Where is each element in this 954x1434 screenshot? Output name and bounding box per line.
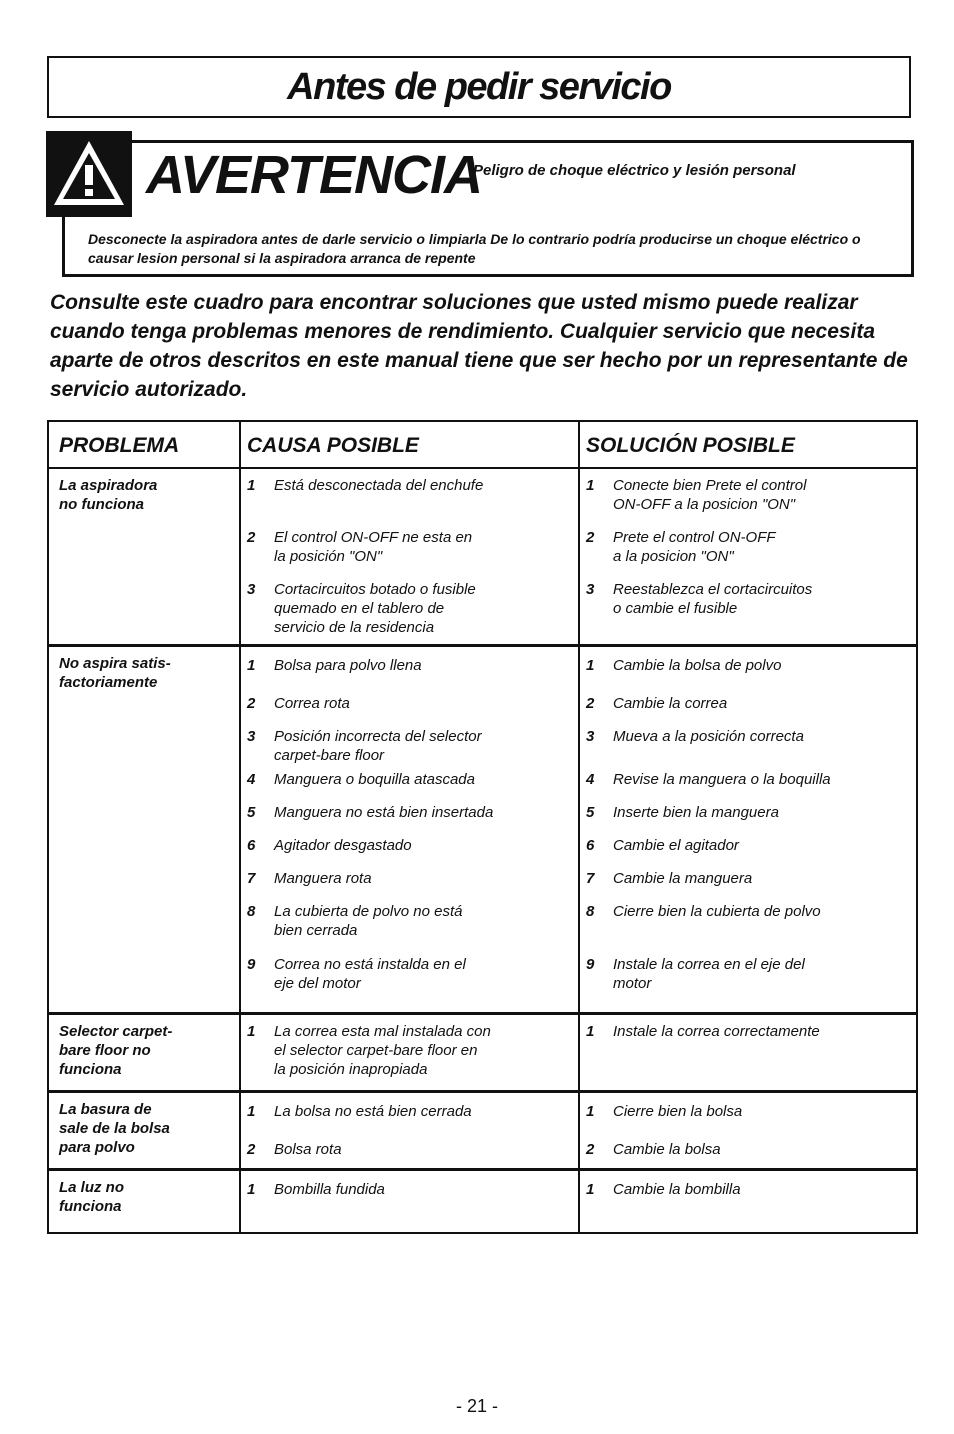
solution-text: Cambie el agitador <box>613 837 739 854</box>
page-title: Antes de pedir servicio <box>287 66 671 108</box>
item-number: 1 <box>586 1103 595 1120</box>
row-divider <box>49 1168 916 1171</box>
problem-cell: Selector carpet- bare floor no funciona <box>59 1023 173 1078</box>
item-number: 3 <box>586 581 595 598</box>
solution-text: Cambie la manguera <box>613 870 753 887</box>
cause-text: Bombilla fundida <box>274 1181 385 1198</box>
header-divider <box>49 467 916 469</box>
item-number: 5 <box>586 804 595 821</box>
header-causa: CAUSA POSIBLE <box>247 434 419 457</box>
solution-text: Inserte bien la manguera <box>613 804 779 821</box>
item-number: 6 <box>586 837 595 854</box>
warning-subtitle: Peligro de choque eléctrico y lesión personal <box>473 162 796 179</box>
cause-text: Cortacircuitos botado o fusible quemado en el tablero de servicio de la residencia <box>274 581 476 636</box>
solution-text: Cierre bien la bolsa <box>613 1103 743 1120</box>
cause-text: La cubierta de polvo no está bien cerrada <box>274 903 463 939</box>
item-number: 8 <box>586 903 595 920</box>
row-divider <box>49 1012 916 1015</box>
item-number: 1 <box>586 657 595 674</box>
solution-text: Cierre bien la cubierta de polvo <box>613 903 821 920</box>
item-number: 5 <box>247 804 256 821</box>
item-number: 1 <box>247 477 256 494</box>
item-number: 2 <box>247 1141 256 1158</box>
troubleshooting-table <box>47 420 918 1234</box>
item-number: 4 <box>586 771 595 788</box>
cause-text: El control ON-OFF ne esta en la posición "ON" <box>274 529 473 565</box>
solution-text: Cambie la correa <box>613 695 728 712</box>
solution-text: Reestablezca el cortacircuitos o cambie el fusible <box>613 581 813 617</box>
row-divider <box>49 644 916 647</box>
cause-text: Manguera rota <box>274 870 372 887</box>
item-number: 2 <box>247 695 256 712</box>
solution-text: Instale la correa en el eje del motor <box>613 956 805 992</box>
item-number: 1 <box>586 1023 595 1040</box>
row-divider <box>49 1090 916 1093</box>
item-number: 2 <box>247 529 256 546</box>
problem-cell: No aspira satis- factoriamente <box>59 655 171 691</box>
cause-text: Manguera o boquilla atascada <box>274 771 475 788</box>
cause-text: Correa rota <box>274 695 350 712</box>
solution-text: Cambie la bombilla <box>613 1181 741 1198</box>
cause-text: La bolsa no está bien cerrada <box>274 1103 472 1120</box>
solution-text: Mueva a la posición correcta <box>613 728 804 745</box>
cause-text: La correa esta mal instalada con el selector carpet-bare floor en la posición inapropiada <box>274 1023 491 1078</box>
item-number: 7 <box>586 870 595 887</box>
item-number: 6 <box>247 837 256 854</box>
problem-cell: La basura de sale de la bolsa para polvo <box>59 1101 170 1156</box>
cause-text: Bolsa para polvo llena <box>274 657 422 674</box>
title-box <box>47 56 911 118</box>
item-number: 1 <box>586 1181 595 1198</box>
header-solucion: SOLUCIÓN POSIBLE <box>586 434 795 457</box>
cause-text: Está desconectada del enchufe <box>274 477 484 494</box>
problem-cell: La aspiradora no funciona <box>59 477 158 513</box>
item-number: 3 <box>586 728 595 745</box>
column-divider <box>239 422 241 1232</box>
solution-text: Cambie la bolsa <box>613 1141 721 1158</box>
item-number: 1 <box>586 477 595 494</box>
intro-paragraph: Consulte este cuadro para encontrar soluciones que usted mismo puede realizar cuando tenga problemas menores de rendimiento. Cualquier servicio que necesita aparte de otros descritos en este manual tiene que ser hecho por un representante de servicio autorizado. <box>50 291 908 401</box>
item-number: 2 <box>586 695 595 712</box>
cause-text: Bolsa rota <box>274 1141 342 1158</box>
item-number: 7 <box>247 870 256 887</box>
warning-title: AVERTENCIA <box>146 145 483 205</box>
problem-cell: La luz no funciona <box>59 1179 124 1215</box>
item-number: 1 <box>247 1023 256 1040</box>
solution-text: Conecte bien Prete el control ON-OFF a la posicion "ON" <box>613 477 807 513</box>
item-number: 2 <box>586 1141 595 1158</box>
solution-text: Cambie la bolsa de polvo <box>613 657 782 674</box>
item-number: 1 <box>247 657 256 674</box>
header-problema: PROBLEMA <box>59 434 180 457</box>
item-number: 4 <box>247 771 256 788</box>
page-number: - 21 - <box>455 1396 498 1416</box>
solution-text: Instale la correa correctamente <box>613 1023 820 1040</box>
item-number: 3 <box>247 581 256 598</box>
cause-text: Agitador desgastado <box>274 837 412 854</box>
cause-text: Manguera no está bien insertada <box>274 804 494 821</box>
solution-text: Prete el control ON-OFF a la posicion "ON" <box>613 529 776 565</box>
cause-text: Correa no está instalda en el eje del motor <box>274 956 466 992</box>
item-number: 2 <box>586 529 595 546</box>
item-number: 1 <box>247 1181 256 1198</box>
item-number: 9 <box>586 956 595 973</box>
warning-body: Desconecte la aspiradora antes de darle servicio o limpiarla De lo contrario podría producirse un choque eléctrico o causar lesion personal si la aspiradora arranca de repente <box>88 231 861 266</box>
column-divider <box>578 422 580 1232</box>
cause-text: Posición incorrecta del selector carpet-bare floor <box>274 728 482 764</box>
item-number: 3 <box>247 728 256 745</box>
item-number: 9 <box>247 956 256 973</box>
solution-text: Revise la manguera o la boquilla <box>613 771 831 788</box>
item-number: 8 <box>247 903 256 920</box>
item-number: 1 <box>247 1103 256 1120</box>
warning-triangle-icon <box>46 131 132 217</box>
